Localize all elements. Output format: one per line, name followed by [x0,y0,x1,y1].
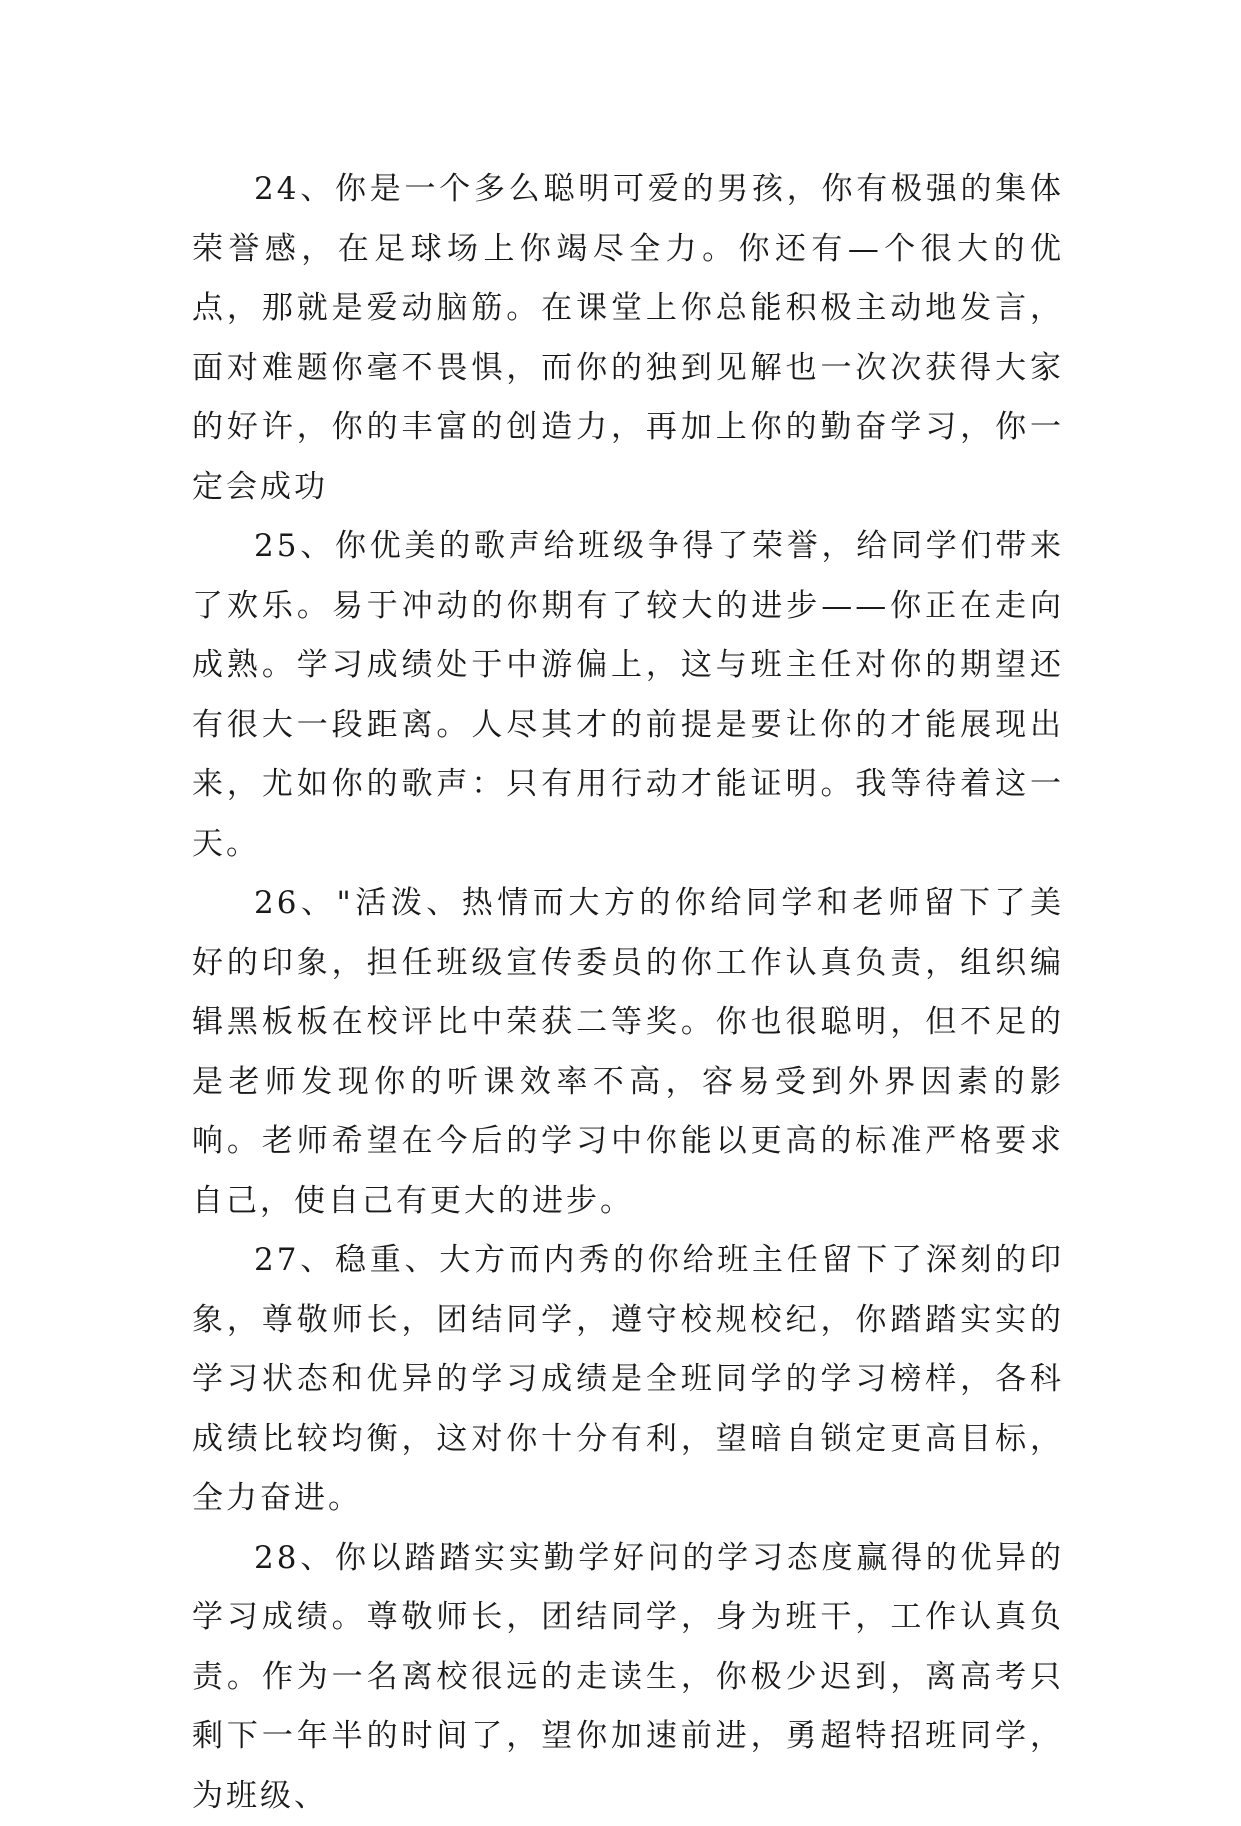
paragraph-25: 25、你优美的歌声给班级争得了荣誉，给同学们带来了欢乐。易于冲动的你期有了较大的进步——你正在走向成熟。学习成绩处于中游偏上，这与班主任对你的期望还有很大一段距离。人尽其才的前提是要让你的才能展现出来，尤如你的歌声：只有用行动才能证明。我等待着这一天。 [192,517,1064,874]
paragraph-24: 24、你是一个多么聪明可爱的男孩，你有极强的集体荣誉感，在足球场上你竭尽全力。你还有—个很大的优点，那就是爱动脑筋。在课堂上你总能积极主动地发言，面对难题你毫不畏惧，而你的独到见解也一次次获得大家的好许，你的丰富的创造力，再加上你的勤奋学习，你一定会成功 [192,160,1064,517]
paragraph-28: 28、你以踏踏实实勤学好问的学习态度赢得的优异的学习成绩。尊敬师长，团结同学，身为班干，工作认真负责。作为一名离校很远的走读生，你极少迟到，离高考只剩下一年半的时间了，望你加速前进，勇超特招班同学，为班级、 [192,1529,1064,1826]
paragraph-27: 27、稳重、大方而内秀的你给班主任留下了深刻的印象，尊敬师长，团结同学，遵守校规校纪，你踏踏实实的学习状态和优异的学习成绩是全班同学的学习榜样，各科成绩比较均衡，这对你十分有利，望暗自锁定更高目标，全力奋进。 [192,1231,1064,1529]
document-body [192,160,1064,1826]
paragraph-26: 26、"活泼、热情而大方的你给同学和老师留下了美好的印象，担任班级宣传委员的你工作认真负责，组织编辑黑板板在校评比中荣获二等奖。你也很聪明，但不足的是老师发现你的听课效率不高，容易受到外界因素的影响。老师希望在今后的学习中你能以更高的标准严格要求自己，使自己有更大的进步。 [192,874,1064,1231]
